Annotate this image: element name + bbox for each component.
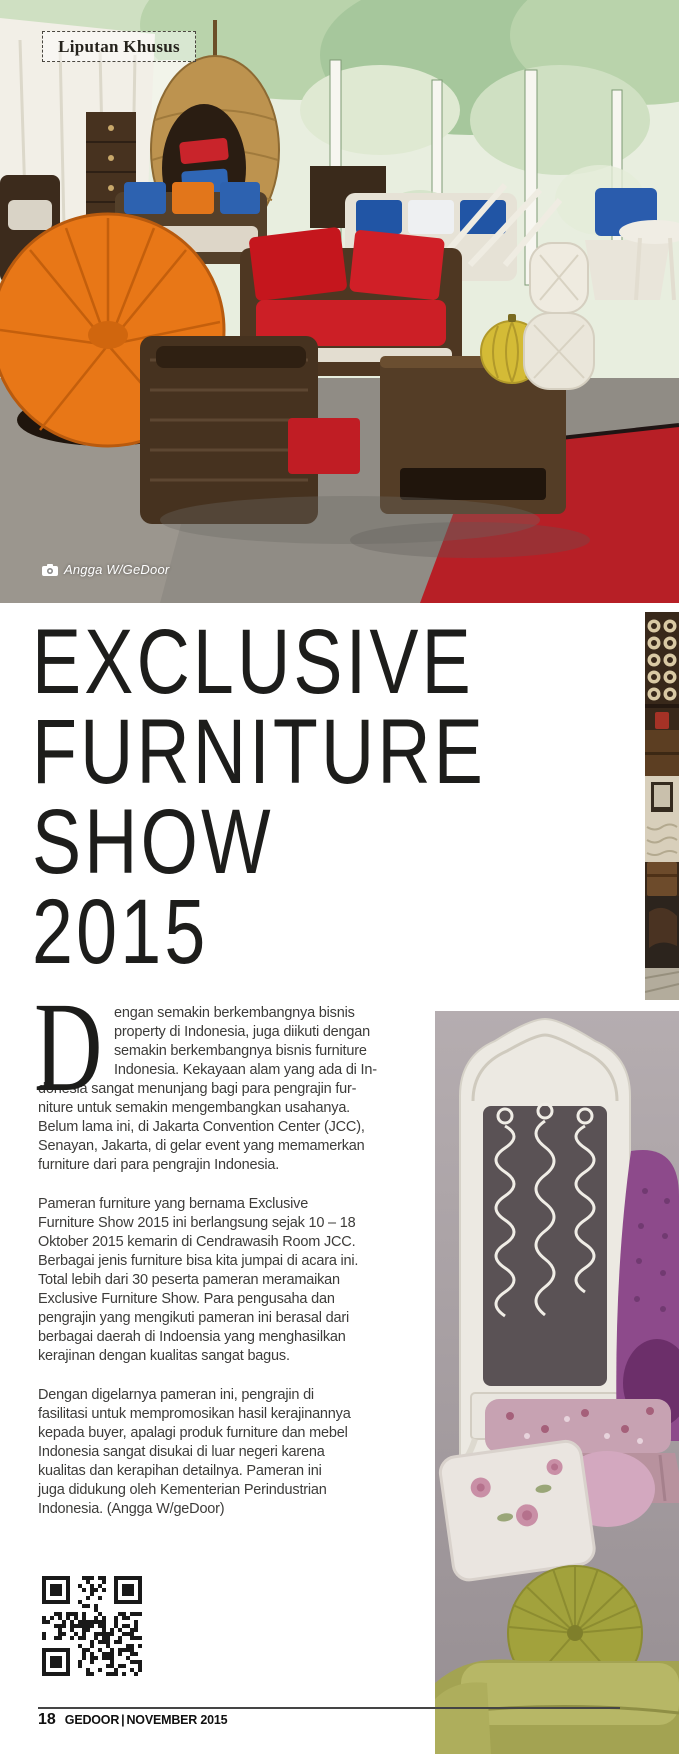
page-number: 18 [38,1711,56,1728]
section-label-box [42,31,196,62]
hero-photo-illustration [0,0,679,603]
qr-code-pattern [42,1576,142,1676]
hero-photo [0,0,679,603]
photo-credit-text: Angga W/GeDoor [64,562,170,577]
photo-credit [42,562,169,577]
camera-icon [42,564,58,576]
issue-date: NOVEMBER 2015 [126,1713,228,1727]
footer-separator: | [121,1713,125,1727]
side-strip-illustration [645,612,679,1000]
floral-pillow [438,1439,596,1582]
interior-photo [435,1011,679,1754]
article-headline: EXCLUSIVE FURNITURE SHOW 2015 [32,611,487,983]
magazine-name: GEDOOR [64,1713,120,1727]
interior-photo-illustration [435,1011,679,1754]
paragraph-1: engan semakin berkembangnya bisnis property di Indonesia, juga diikuti dengan semakin berkembangnya bisnis furniture Indonesia. Kekayaan alam yang ada di In- donesia sangat menunjang bagi para pengrajin fur- niture untuk semakin mengembangkan usahanya. Belum lama ini, di Jakarta Convention Center (JCC), Senayan, Jakarta, di gelar event yang memamerkan furniture dari para pengrajin Indonesia. [38,1005,377,1173]
drop-cap: D [34,976,103,1118]
page-footer [38,1711,227,1729]
footer-rule [38,1707,620,1709]
side-strip-photo [645,612,679,1000]
white-cabinet [460,1019,630,1461]
red-canister [655,712,669,729]
paragraph-2: Pameran furniture yang bernama Exclusive Furniture Show 2015 ini berlangsung sejak 10 – 18 Oktober 2015 kemarin di Cendrawasih Room JCC. Berbagai jenis furniture bisa kita jumpai di acara ini. Total lebih dari 30 peserta pameran meramaikan Exclusive Furniture Show. Para pengusaha dan pengrajin yang mengikuti pameran ini berasal dari berbagai daerah di Indoensia yang menghasilkan kerajinan dengan kualitas sangat bagus. [38,1196,359,1364]
qr-code [42,1576,142,1676]
section-label: Liputan Khusus [58,36,180,56]
paragraph-3: Dengan digelarnya pameran ini, pengrajin di fasilitasi untuk mempromosikan hasil kerajinannya kepada buyer, apalagi produk furniture dan mebel Indonesia sangat disukai di luar negeri karena kualitas dan kerapihan detailnya. Pameran ini juga didukung oleh Kementerian Perindustrian Indonesia. (Angga W/geDoor) [38,1387,351,1517]
